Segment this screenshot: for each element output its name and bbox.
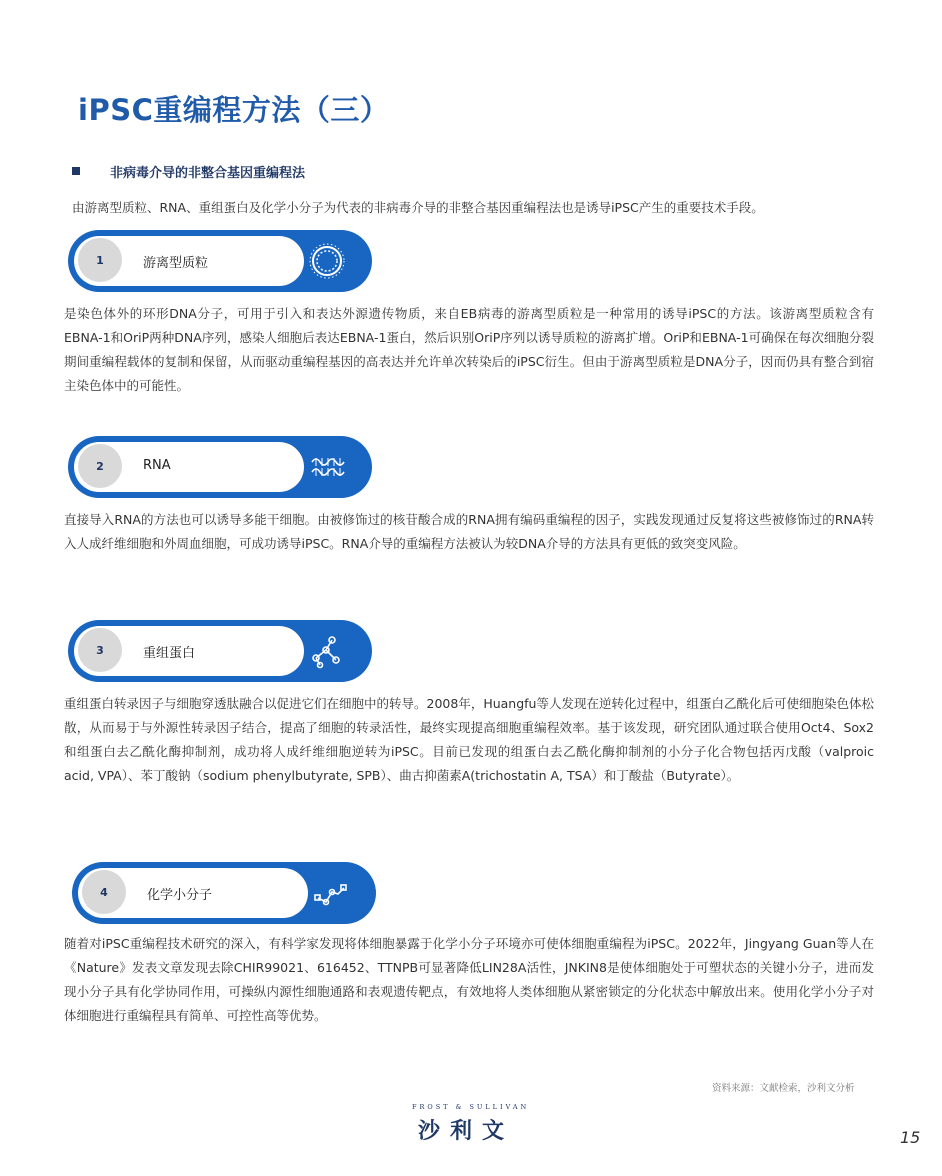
page-number: 15 xyxy=(900,1128,921,1147)
method-number-badge: 3 xyxy=(78,628,122,672)
plasmid-ring-icon xyxy=(308,242,346,280)
method-label: 重组蛋白 xyxy=(143,646,196,661)
method-description-2: 直接导入RNA的方法也可以诱导多能干细胞。由被修饰过的核苷酸合成的RNA拥有编码重编程的因子，实践发现通过反复将这些被修饰过的RNA转入人成纤维细胞和外周血细胞，可成功诱导iPSC。RNA介导的重编程方法被认为较DNA介导的方法具有更低的致突变风险。 xyxy=(64,512,874,551)
small-molecule-chain-icon xyxy=(312,874,350,912)
method-description-3: 重组蛋白转录因子与细胞穿透肽融合以促进它们在细胞中的转导。2008年，Huangfu等人发现在逆转化过程中，组蛋白乙酰化后可使细胞染色体松散，从而易于与外源性转录因子结合，提高了细胞的转录活性，最终实现提高细胞重编程效率。基于该发现，研究团队通过联合使用Oct4、Sox2和组蛋白去乙酰化酶抑制剂，成功将人成纤维细胞逆转为iPSC。目前已发现的组蛋白去乙酰化酶抑制剂的小分子化合物包括丙戊酸（valproic acid, VPA）、苯丁酸钠（sodium phenylbutyrate, SPB）、曲古抑菌素A(trichostatin A, TSA）和丁酸盐（Butyrate）。 xyxy=(64,696,874,783)
method-description-1: 是染色体外的环形DNA分子，可用于引入和表达外源遗传物质，来自EB病毒的游离型质粒是一种常用的诱导iPSC的方法。该游离型质粒含有EBNA-1和OriP两种DNA序列，感染人细胞后表达EBNA-1蛋白，然后识别OriP序列以诱导质粒的游离扩增。OriP和EBNA-1可确保在每次细胞分裂期间重编程载体的复制和保留，从而驱动重编程基因的高表达并允许单次转染后的iPSC衍生。但由于游离型质粒是DNA分子，因而仍具有整合到宿主染色体中的可能性。 xyxy=(64,306,874,393)
source-note: 资料来源：文献检索，沙利文分析 xyxy=(712,1083,855,1094)
method-label: 化学小分子 xyxy=(147,888,213,903)
molecule-network-icon xyxy=(308,632,346,670)
method-description-4: 随着对iPSC重编程技术研究的深入，有科学家发现将体细胞暴露于化学小分子环境亦可使体细胞重编程为iPSC。2022年，Jingyang Guan等人在《Nature》发表文章发现去除CHIR99021、616452、TTNPB可显著降低LIN28A活性，JNKIN8是使体细胞处于可塑状态的关键小分子，进而发现小分子具有化学协同作用，可操纵内源性细胞通路和表观遗传靶点，有效地将人类体细胞从紧密锁定的分化状态中解放出来。使用化学小分子对体细胞进行重编程具有简单、可控性高等优势。 xyxy=(64,936,874,1023)
method-number-badge: 1 xyxy=(78,238,122,282)
method-pill-4 xyxy=(72,862,376,924)
company-logo: 沙利文 xyxy=(418,1119,515,1144)
logo-subtitle: FROST & SULLIVAN xyxy=(412,1103,530,1111)
method-pill-1 xyxy=(68,230,372,292)
method-number-badge: 4 xyxy=(82,870,126,914)
method-label: 游离型质粒 xyxy=(143,256,209,271)
section-heading: 非病毒介导的非整合基因重编程法 xyxy=(110,166,306,181)
rna-strand-icon xyxy=(308,448,346,486)
section-bullet-square xyxy=(72,167,80,175)
method-label: RNA xyxy=(143,458,171,473)
method-number-badge: 2 xyxy=(78,444,122,488)
method-pill-2 xyxy=(68,436,372,498)
method-pill-3 xyxy=(68,620,372,682)
page-title: iPSC重编程方法（三） xyxy=(78,93,390,127)
intro-text: 由游离型质粒、RNA、重组蛋白及化学小分子为代表的非病毒介导的非整合基因重编程法也是诱导iPSC产生的重要技术手段。 xyxy=(72,200,764,215)
